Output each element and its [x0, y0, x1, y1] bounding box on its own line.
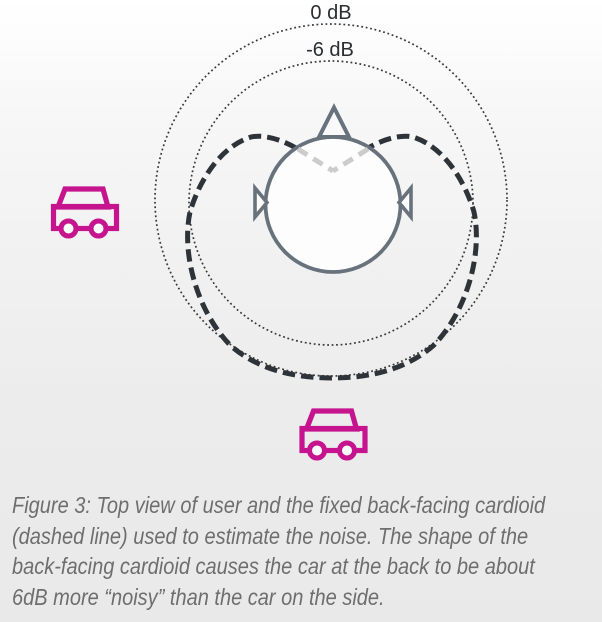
- car-icon-back: [302, 411, 365, 458]
- caption-line: Figure 3: Top view of user and the fixed back-facing cardioid: [12, 492, 546, 518]
- ring-label-0db: 0 dB: [310, 2, 352, 24]
- caption-line: 6dB more “noisy” than the car on the side.: [12, 583, 385, 610]
- car-wheel-icon: [61, 221, 76, 236]
- head-top-view: [255, 108, 411, 273]
- nose-icon: [319, 108, 349, 138]
- car-wheel-icon: [340, 443, 355, 458]
- ring-label-minus-6db: -6 dB: [306, 39, 354, 61]
- car-wheel-icon: [91, 221, 106, 236]
- figure-caption: [12, 490, 602, 612]
- car-icon-side: [54, 189, 117, 236]
- car-wheel-icon: [310, 443, 325, 458]
- caption-line: back-facing cardioid causes the car at the back to be about: [12, 553, 535, 579]
- head-outline: [266, 137, 401, 272]
- caption-line: (dashed line) used to estimate the noise. The shape of the: [12, 522, 529, 549]
